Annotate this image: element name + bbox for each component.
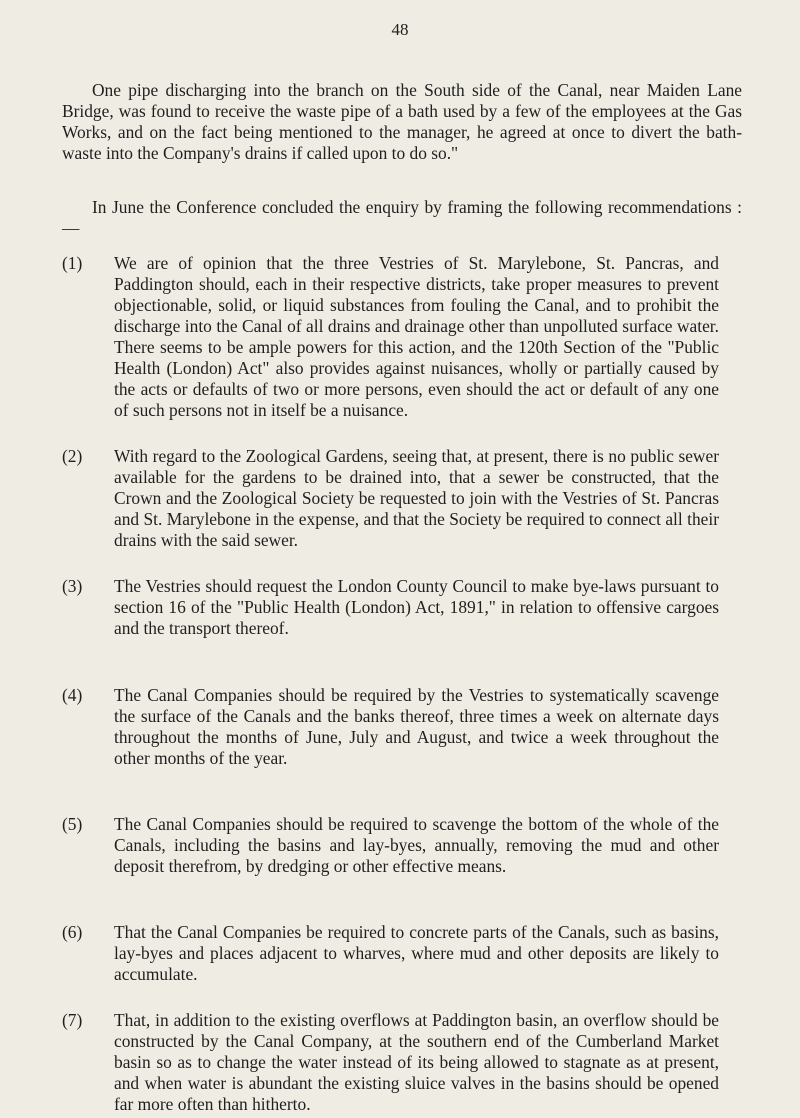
recommendation-text: The Canal Companies should be required by the Vestries to systematically scavenge the surface of the Canals and the banks thereof, three times a week on alternate days throughout the months of June, July and August, and twice a week throughout the other months of the year. [114, 685, 719, 768]
recommendation-number: (4) [62, 685, 83, 705]
recommendation-text: That, in addition to the existing overflows at Paddington basin, an overflow should be constructed by the Canal Company, at the southern end of the Cumberland Market basin so as to change the water instead of its being allowed to stagnate as at present, and when water is abundant the existing sluice valves in the basins should be opened far more often than hitherto. [114, 1010, 719, 1114]
recommendation-number: (7) [62, 1010, 83, 1030]
recommendation-6 [62, 922, 752, 985]
recommendation-3 [62, 576, 752, 639]
recommendation-text: That the Canal Companies be required to concrete parts of the Canals, such as basins, lay-byes and places adjacent to wharves, where mud and other deposits are likely to accumulate. [114, 922, 719, 984]
intro-paragraph: One pipe discharging into the branch on the South side of the Canal, near Maiden Lane Bridge, was found to receive the waste pipe of a bath used by a few of the employees at the Gas Works, and on the fact being mentioned to the manager, he agreed at once to divert the bath-waste into the Company's drains if called upon to do so." [62, 80, 742, 164]
recommendation-text: With regard to the Zoological Gardens, seeing that, at present, there is no public sewer available for the gardens to be drained into, that a sewer be constructed, that the Crown and the Zoological Society be requested to join with the Vestries of St. Pancras and St. Marylebone in the expense, and that the Society be required to connect all their drains with the said sewer. [114, 446, 719, 550]
recommendation-2 [62, 446, 752, 551]
page-number: 48 [391, 20, 409, 39]
recommendation-number: (3) [62, 576, 83, 596]
recommendation-5 [62, 814, 752, 877]
recommendation-number: (6) [62, 922, 83, 942]
recommendation-number: (5) [62, 814, 83, 834]
recommendation-text: The Vestries should request the London County Council to make bye-laws pursuant to section 16 of the "Public Health (London) Act, 1891," in relation to offensive cargoes and the transport thereof. [114, 576, 719, 638]
recommendation-4 [62, 685, 752, 769]
recommendation-7 [62, 1010, 752, 1115]
recommendation-text: We are of opinion that the three Vestries of St. Marylebone, St. Pancras, and Paddington should, each in their respective districts, take proper measures to prevent objectionable, solid, or liquid substances from fouling the Canal, and to prohibit the discharge into the Canal of all drains and drainage other than unpolluted surface water. There seems to be ample powers for this action, and the 120th Section of the "Public Health (London) Act" also provides against nuisances, wholly or partially caused by the acts or defaults of two or more persons, even should the act or default of any one of such persons not in itself be a nuisance. [114, 253, 719, 420]
recommendation-text: The Canal Companies should be required to scavenge the bottom of the whole of the Canals, including the basins and lay-byes, annually, removing the mud and other deposit therefrom, by dredging or other effective means. [114, 814, 719, 876]
recommendation-number: (2) [62, 446, 83, 466]
conference-paragraph: In June the Conference concluded the enquiry by framing the following recommendations :— [62, 197, 742, 239]
recommendation-1 [62, 253, 752, 421]
recommendation-number: (1) [62, 253, 83, 273]
